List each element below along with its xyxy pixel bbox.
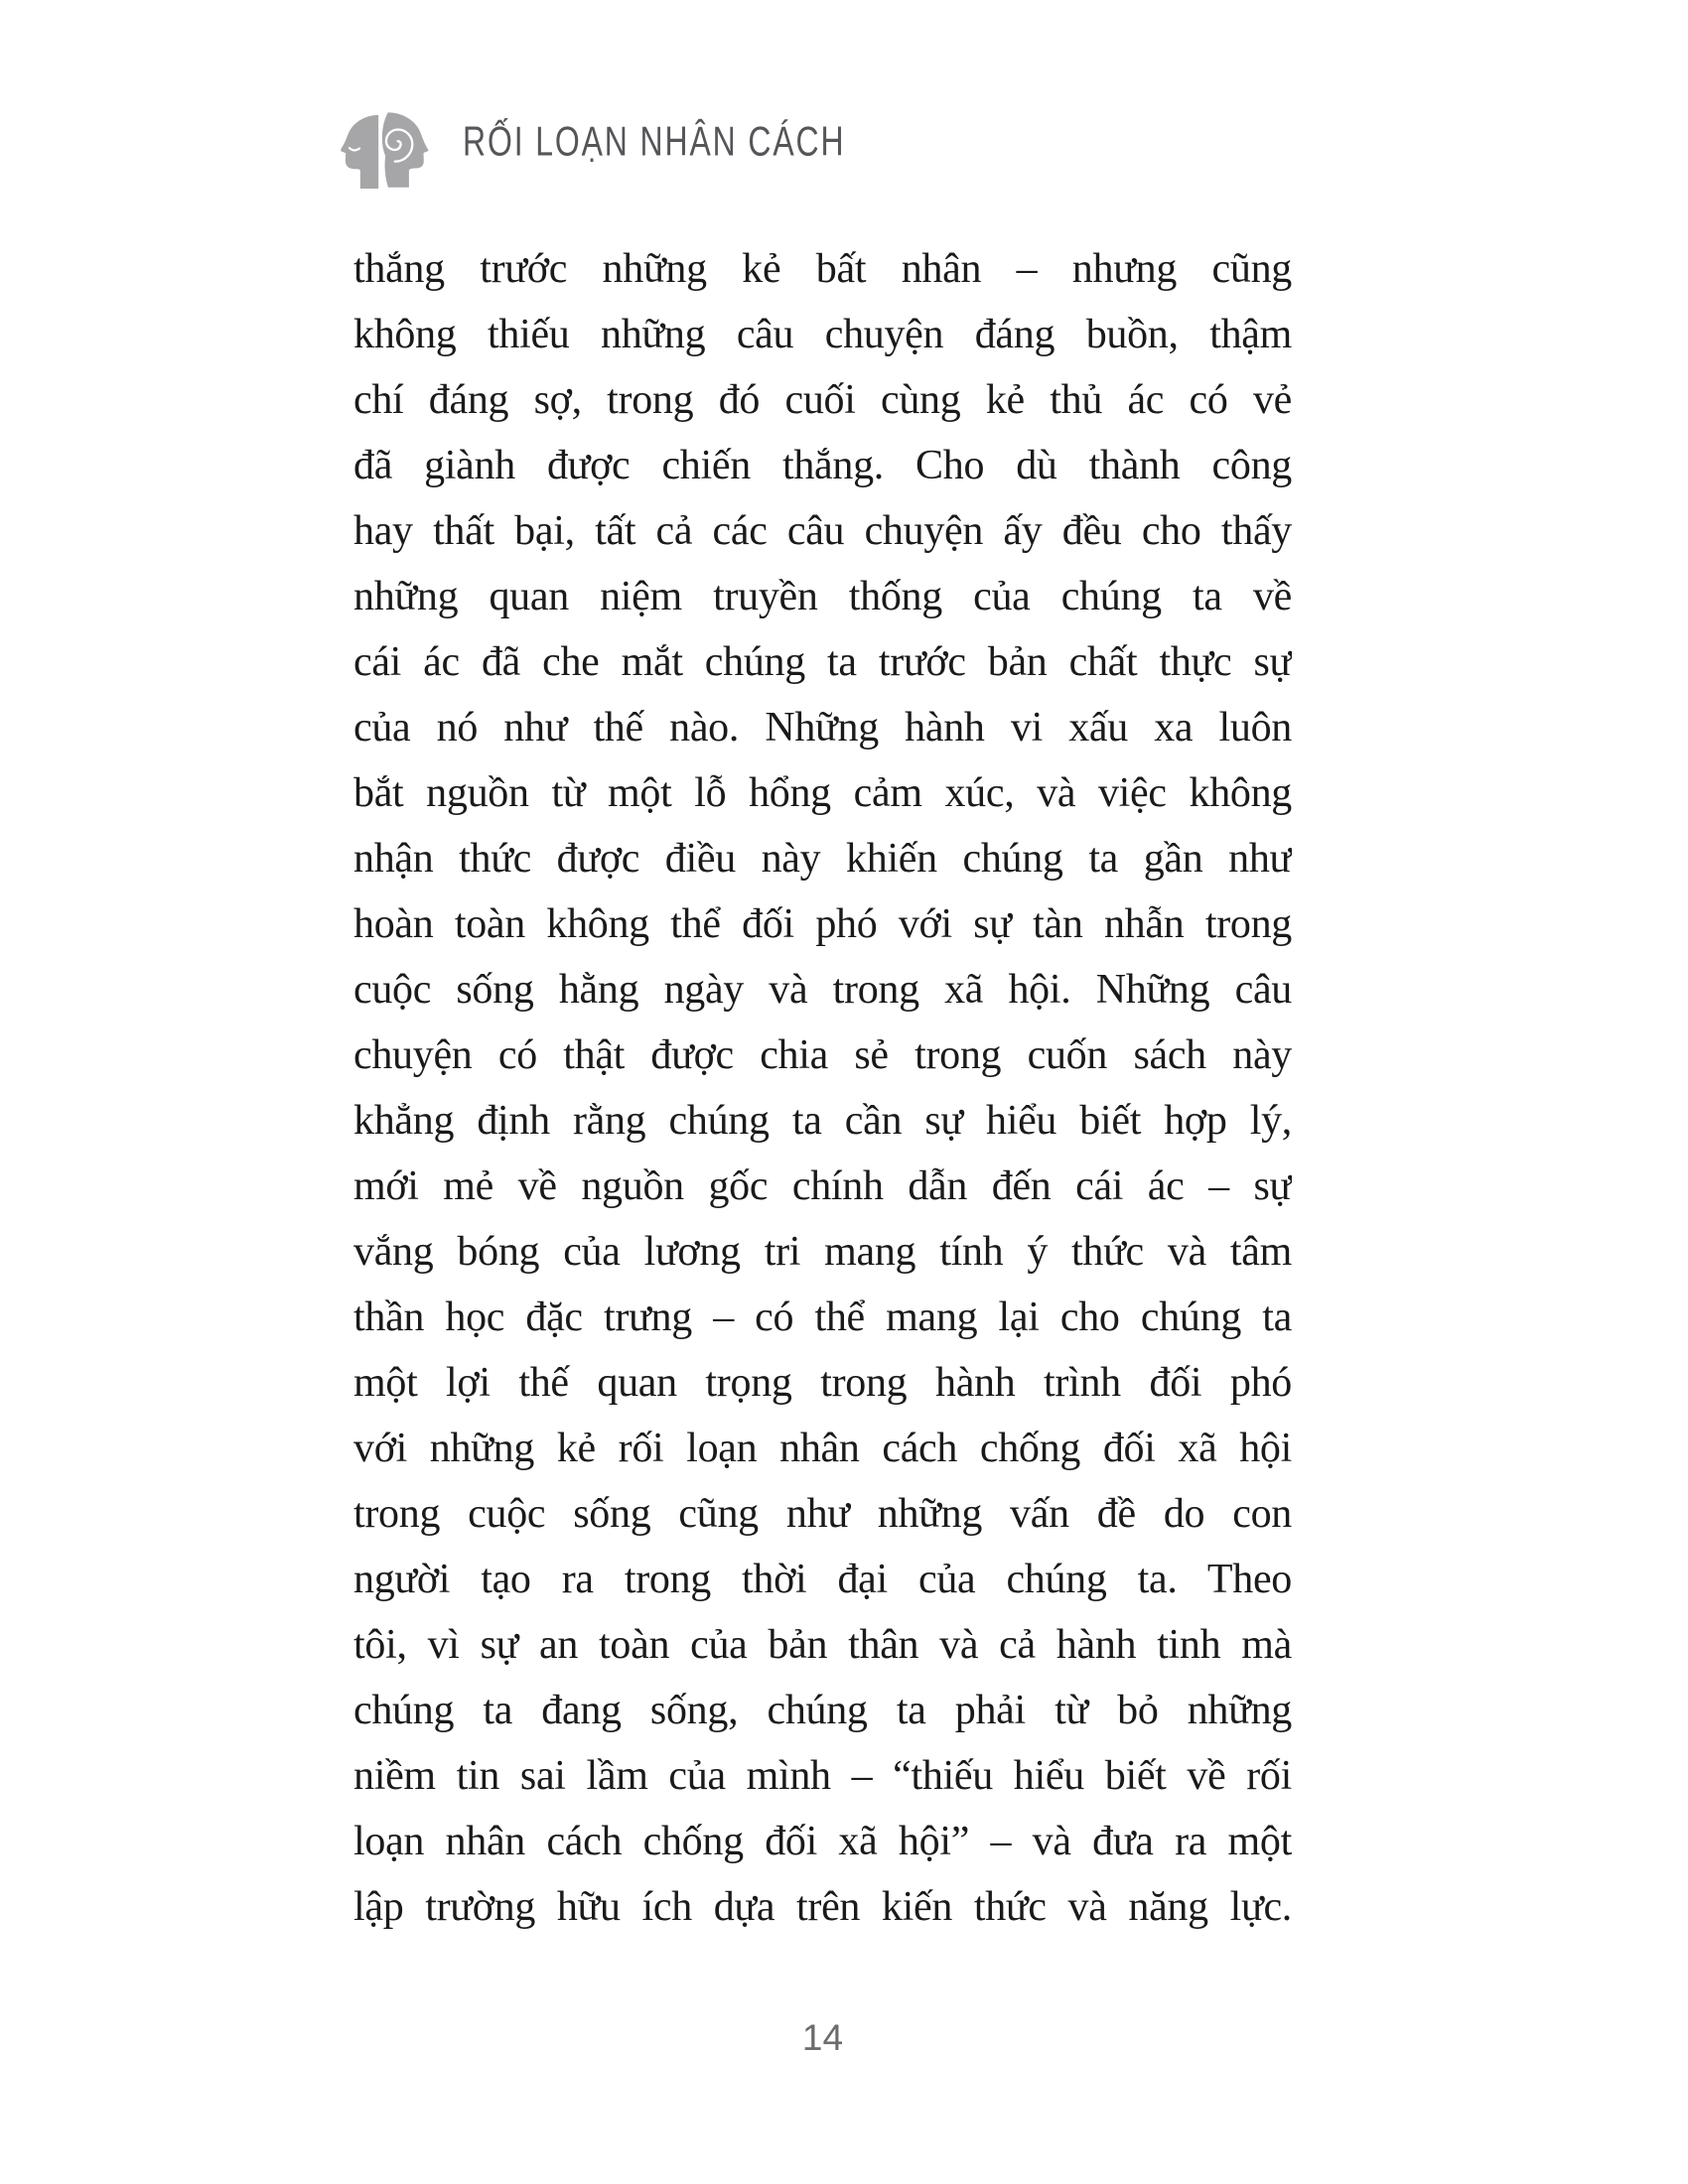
text-line: chí đáng sợ, trong đó cuối cùng kẻ thủ ác có vẻ: [353, 377, 1292, 423]
text-line: đã giành được chiến thắng. Cho dù thành công: [353, 443, 1292, 488]
text-line: một lợi thế quan trọng trong hành trình đối phó: [353, 1360, 1292, 1406]
text-line: không thiếu những câu chuyện đáng buồn, thậm: [353, 312, 1292, 357]
page-header: [336, 109, 870, 189]
text-line: hoàn toàn không thể đối phó với sự tàn nhẫn trong: [353, 901, 1292, 947]
text-line: cuộc sống hằng ngày và trong xã hội. Những câu: [353, 967, 1292, 1013]
text-line: loạn nhân cách chống đối xã hội” – và đưa ra một: [353, 1819, 1292, 1864]
text-line: nhận thức được điều này khiến chúng ta gần như: [353, 836, 1292, 882]
text-line: thắng trước những kẻ bất nhân – nhưng cũng: [353, 246, 1292, 292]
text-line: bắt nguồn từ một lỗ hổng cảm xúc, và việc không: [353, 770, 1292, 816]
text-line: mới mẻ về nguồn gốc chính dẫn đến cái ác – sự: [353, 1163, 1292, 1209]
running-head-title: RỐI LOẠN NHÂN CÁCH: [463, 118, 846, 165]
text-line: vắng bóng của lương tri mang tính ý thức và tâm: [353, 1229, 1292, 1275]
text-line: niềm tin sai lầm của mình – “thiếu hiểu biết về rối: [353, 1753, 1292, 1799]
text-line: chuyện có thật được chia sẻ trong cuốn sách này: [353, 1032, 1292, 1078]
text-line: người tạo ra trong thời đại của chúng ta. Theo: [353, 1557, 1292, 1602]
text-line: những quan niệm truyền thống của chúng ta về: [353, 574, 1292, 619]
text-line: thần học đặc trưng – có thể mang lại cho chúng ta: [353, 1295, 1292, 1340]
text-line: tôi, vì sự an toàn của bản thân và cả hành tinh mà: [353, 1622, 1292, 1668]
text-line: của nó như thế nào. Những hành vi xấu xa luôn: [353, 705, 1292, 751]
text-line: trong cuộc sống cũng như những vấn đề do con: [353, 1491, 1292, 1537]
page-number: 14: [801, 2017, 844, 2058]
text-line: chúng ta đang sống, chúng ta phải từ bỏ những: [353, 1688, 1292, 1733]
text-line: lập trường hữu ích dựa trên kiến thức và năng lực.: [353, 1884, 1292, 1930]
two-heads-spiral-logo-icon: [336, 109, 433, 189]
text-line: cái ác đã che mắt chúng ta trước bản chất thực sự: [353, 639, 1292, 685]
text-line: hay thất bại, tất cả các câu chuyện ấy đều cho thấy: [353, 508, 1292, 554]
text-line: với những kẻ rối loạn nhân cách chống đối xã hội: [353, 1426, 1292, 1471]
text-line: khẳng định rằng chúng ta cần sự hiểu biết hợp lý,: [353, 1098, 1292, 1144]
body-paragraph: [353, 236, 1292, 1940]
